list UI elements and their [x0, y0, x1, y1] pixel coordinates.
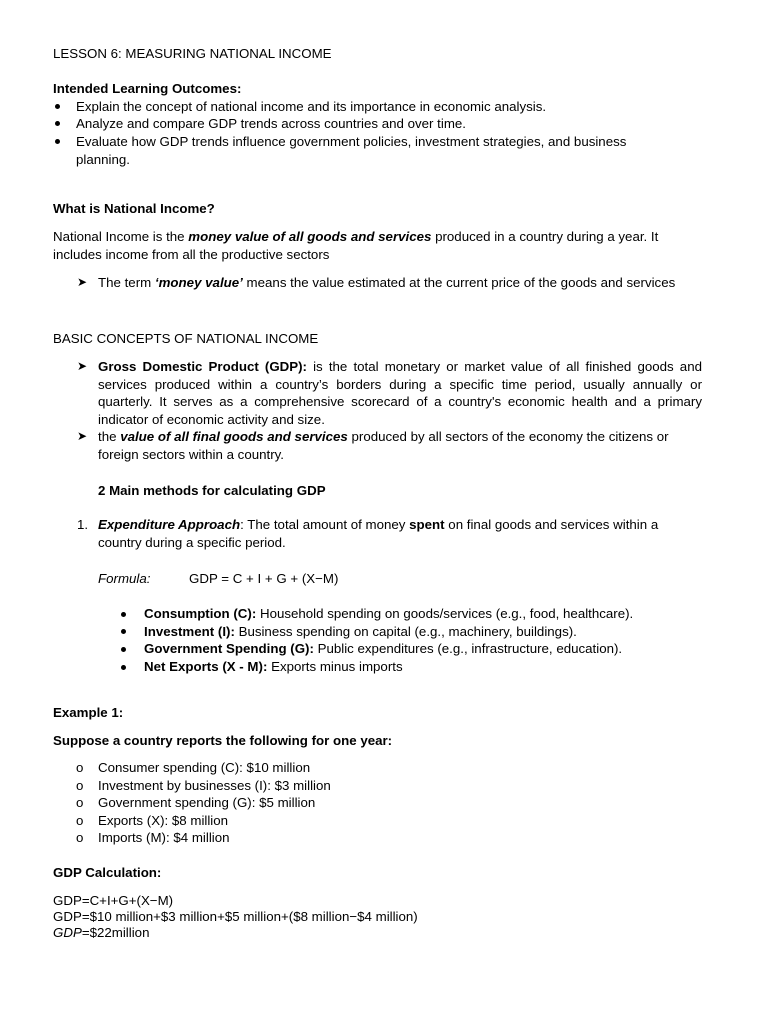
expenditure-text-post: on final goods and services within a country during a specific period.: [98, 517, 659, 550]
note-pre: The term: [98, 275, 155, 290]
bullet-icon: [55, 104, 60, 109]
formula-label: [98, 570, 150, 588]
expenditure-spent: spent: [409, 517, 445, 532]
example-item: Investment by businesses (I): $3 million: [98, 778, 331, 793]
methods-heading: [98, 482, 326, 500]
formula-label-text: Formula:: [98, 571, 151, 586]
methods-heading-text: 2 Main methods for calculating GDP: [98, 483, 326, 498]
component-text: Exports minus imports: [267, 659, 403, 674]
gdp-text: is the total monetary or market value of all finished goods and services produced within a country’s borders during a specific time period, usually annually or quarterly. It serves as a comprehensive scorecard of a country's economic health and a primary indicator of economic activity and size.: [98, 359, 702, 427]
note-post: means the value estimated at the current price of the goods and services: [242, 275, 676, 290]
bullet-icon: [121, 665, 126, 670]
outcomes-heading-text: Intended Learning Outcomes:: [53, 81, 242, 96]
what-is-heading-text: What is National Income?: [53, 201, 215, 216]
calc-result-value: =$22million: [81, 925, 150, 940]
gdp-definition: [98, 358, 702, 428]
lesson-title: LESSON 6: MEASURING NATIONAL INCOME: [53, 46, 332, 61]
final-post: produced by all sectors of the economy the citizens or foreign sectors within a country.: [98, 429, 669, 462]
component-item: [144, 640, 622, 658]
bullet-icon: [121, 612, 126, 617]
final-goods-definition: [98, 428, 702, 463]
final-emphasis: value of all final goods and services: [120, 429, 348, 444]
circle-bullet-icon: o: [76, 795, 84, 810]
definition-emphasis: money value of all goods and services: [188, 229, 432, 244]
note-emphasis: ‘money value’: [154, 275, 243, 290]
circle-bullet-icon: o: [76, 778, 84, 793]
outcomes-heading: [53, 80, 241, 98]
expenditure-text-pre: : The total amount of money: [240, 517, 410, 532]
what-is-heading: [53, 200, 215, 218]
component-item: [144, 658, 403, 676]
calc-result: [53, 924, 149, 942]
bullet-icon: [55, 121, 60, 126]
calc-heading: [53, 864, 161, 882]
component-text: Business spending on capital (e.g., machinery, buildings).: [234, 624, 577, 639]
national-income-definition: [53, 228, 703, 263]
circle-bullet-icon: o: [76, 760, 84, 775]
expenditure-approach: [98, 516, 698, 551]
outcome-item: Evaluate how GDP trends influence government policies, investment strategies, and business planning.: [76, 134, 627, 167]
component-item: [144, 623, 577, 641]
basic-concepts-heading: BASIC CONCEPTS OF NATIONAL INCOME: [53, 331, 319, 346]
example-prompt: [53, 732, 392, 750]
calc-line: GDP=C+I+G+(X−M): [53, 893, 174, 908]
component-term: Net Exports (X - M):: [144, 659, 268, 674]
bullet-icon: [121, 629, 126, 634]
final-pre: the: [98, 429, 121, 444]
example-heading: [53, 704, 123, 722]
list-number: 1.: [77, 517, 89, 532]
definition-pre: National Income is the: [53, 229, 189, 244]
calc-line: GDP=$10 million+$3 million+$5 million+($8 million−$4 million): [53, 909, 418, 924]
component-term: Investment (I):: [144, 624, 235, 639]
outcome-item: Explain the concept of national income and its importance in economic analysis.: [76, 99, 547, 114]
definition-post: produced in a country during a year. It includes income from all the productive sectors: [53, 229, 659, 262]
component-term: Government Spending (G):: [144, 641, 314, 656]
money-value-note: [98, 274, 675, 292]
formula: GDP = C + I + G + (X−M): [189, 571, 339, 586]
calc-result-var: GDP: [53, 925, 82, 940]
bullet-icon: [121, 647, 126, 652]
outcome-item: Analyze and compare GDP trends across countries and over time.: [76, 116, 466, 131]
gdp-term: Gross Domestic Product (GDP):: [98, 359, 307, 374]
example-item: Government spending (G): $5 million: [98, 795, 316, 810]
component-term: Consumption (C):: [144, 606, 257, 621]
component-text: Public expenditures (e.g., infrastructure, education).: [313, 641, 623, 656]
example-prompt-text: Suppose a country reports the following for one year:: [53, 733, 393, 748]
component-item: [144, 605, 633, 623]
example-item: Exports (X): $8 million: [98, 813, 229, 828]
circle-bullet-icon: o: [76, 813, 84, 828]
example-item: Imports (M): $4 million: [98, 830, 230, 845]
calc-heading-text: GDP Calculation:: [53, 865, 162, 880]
component-text: Household spending on goods/services (e.g., food, healthcare).: [256, 606, 634, 621]
example-heading-text: Example 1:: [53, 705, 124, 720]
bullet-icon: [55, 139, 60, 144]
example-item: Consumer spending (C): $10 million: [98, 760, 311, 775]
arrow-bullet-icon: ➤: [77, 275, 88, 289]
circle-bullet-icon: o: [76, 830, 84, 845]
arrow-bullet-icon: ➤: [77, 359, 88, 373]
expenditure-name: Expenditure Approach: [98, 517, 241, 532]
arrow-bullet-icon: ➤: [77, 429, 88, 443]
